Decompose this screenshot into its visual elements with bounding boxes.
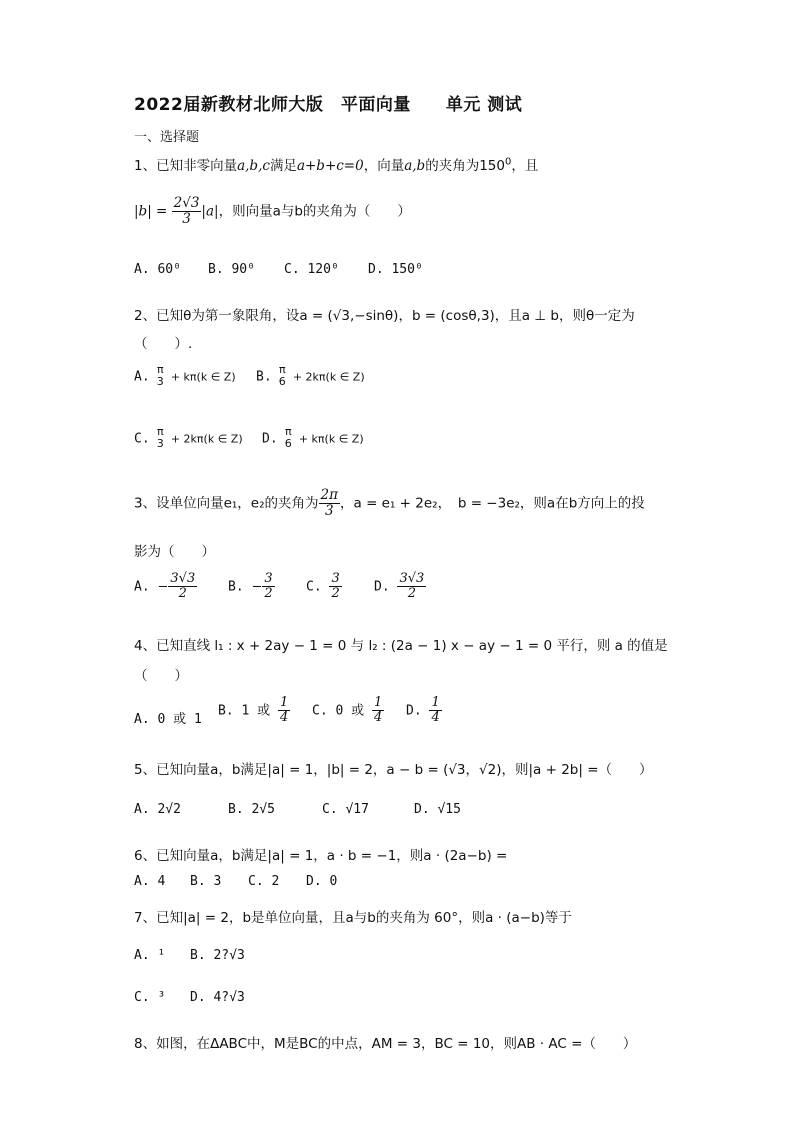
- q3-optD-frac: [397, 572, 426, 602]
- q3-frac-den: 3: [324, 502, 334, 519]
- q1-option-c: C. 120⁰: [284, 262, 339, 277]
- q2-optB-frac: [277, 364, 288, 388]
- q2-optB-den: 6: [278, 375, 286, 389]
- question-3-line-1: [134, 488, 645, 519]
- q7-option-c: C. ³: [134, 990, 166, 1005]
- q4-option-a: A. 0 或 1: [134, 712, 202, 727]
- q4-option-d: [406, 696, 442, 726]
- q2-optC-rest: + 2kπ(k ∈ Z): [170, 432, 243, 446]
- q2-optA-rest: + kπ(k ∈ Z): [170, 370, 236, 384]
- q1-text-d: 的夹角为: [425, 158, 480, 174]
- q1-option-d: D. 150⁰: [368, 262, 423, 277]
- q2-optA-num: π: [156, 363, 164, 376]
- q3-optD-label: D.: [374, 579, 390, 595]
- q4-optD-den: 4: [431, 710, 440, 726]
- q3-optC-num: 3: [331, 571, 340, 586]
- q1-text-e: ，且: [511, 158, 539, 174]
- q7-option-d: D. 4?√3: [190, 990, 245, 1005]
- q7-option-b: B. 2?√3: [190, 948, 245, 963]
- q1-question: ，则向量a与b的夹角为（ ）: [218, 203, 411, 220]
- q1-eq-left: |b| =: [134, 203, 168, 220]
- q3-optC-den: 2: [331, 586, 340, 602]
- q3-optA-sign: −: [157, 579, 169, 595]
- q3-post: ，a = e₁ + 2e₂， b = −3e₂，则a在b方向上的投: [340, 495, 645, 512]
- q1-option-a: A. 60⁰: [134, 262, 181, 277]
- q6-option-c: C. 2: [248, 874, 280, 889]
- q3-optB-den: 2: [264, 586, 273, 602]
- q4-optB-frac: [278, 696, 290, 726]
- q3-optB-num: 3: [264, 571, 273, 586]
- q2-option-c: [134, 426, 243, 450]
- q3-optB-frac: [262, 572, 274, 602]
- question-6-line-1: 6、已知向量a，b满足|a| = 1，a · b = −1，则a · (2a−b) =: [134, 848, 508, 864]
- q3-optA-num: 3√3: [170, 571, 196, 586]
- q4-optD-label: D.: [406, 703, 422, 719]
- q7-option-a: A. ¹: [134, 948, 166, 963]
- question-4-line-1: 4、已知直线 l₁ : x + 2ay − 1 = 0 与 l₂ : (2a − 1) x − ay − 1 = 0 平行，则 a 的值是: [134, 638, 668, 654]
- q5-option-c: C. √17: [322, 802, 369, 817]
- q3-optA-frac: [168, 572, 197, 602]
- q2-option-a: [134, 364, 236, 388]
- q1-frac-den: 3: [182, 210, 191, 227]
- q3-optA-label: A.: [134, 579, 150, 595]
- q2-optC-label: C.: [134, 431, 150, 447]
- q6-option-b: B. 3: [190, 874, 222, 889]
- q1-text-a: 1、已知非零向量: [134, 158, 238, 174]
- q3-optD-num: 3√3: [399, 571, 425, 586]
- q2-optD-label: D.: [262, 431, 278, 447]
- q3-option-a: [134, 572, 197, 602]
- q2-optC-den: 3: [156, 437, 164, 451]
- q3-option-c: [306, 572, 342, 602]
- q1-vectors-2: a,b: [404, 158, 426, 174]
- q2-option-b: [256, 364, 365, 388]
- q1-text-b: 满足: [269, 158, 297, 174]
- q2-option-d: [262, 426, 364, 450]
- q1-eq-right: |a|: [201, 203, 219, 220]
- q2-optB-rest: + 2kπ(k ∈ Z): [292, 370, 365, 384]
- q4-optD-num: 1: [431, 695, 440, 710]
- q2-optA-frac: [155, 364, 166, 388]
- q4-optC-den: 4: [373, 710, 383, 726]
- q2-optC-frac: [155, 426, 166, 450]
- q3-optC-frac: [329, 572, 341, 602]
- q4-optB-num: 1: [279, 695, 289, 710]
- q3-fraction: [319, 488, 340, 519]
- q2-optB-label: B.: [256, 369, 272, 385]
- q2-optD-frac: [283, 426, 294, 450]
- q2-optA-den: 3: [156, 375, 164, 389]
- q4-optD-frac: [429, 696, 441, 726]
- q5-option-b: B. 2√5: [228, 802, 275, 817]
- q4-optC-frac: [372, 696, 384, 726]
- section-heading: 一、选择题: [134, 130, 200, 145]
- q2-optB-num: π: [278, 363, 286, 376]
- q2-optD-num: π: [284, 425, 292, 438]
- q1-vectors: a,b,c: [237, 158, 270, 174]
- q1-option-b: B. 90⁰: [208, 262, 255, 277]
- question-1-line-2: [134, 196, 411, 227]
- q3-option-b: [228, 572, 275, 602]
- q1-fraction: [172, 196, 202, 227]
- question-5-line-1: 5、已知向量a，b满足|a| = 1，|b| = 2，a − b = (√3，√2)，则|a + 2b| =（ ）: [134, 762, 653, 778]
- question-4-line-2: （ ）: [134, 668, 188, 684]
- q6-option-a: A. 4: [134, 874, 166, 889]
- question-7-line-1: 7、已知|a| = 2，b是单位向量，且a与b的夹角为 60°，则a · (a−b)等于: [134, 910, 572, 926]
- q4-option-c: [312, 696, 384, 726]
- q4-optB-label: B. 1 或: [218, 703, 271, 719]
- q3-frac-num: 2π: [320, 487, 338, 503]
- q2-optD-rest: + kπ(k ∈ Z): [298, 432, 364, 446]
- q5-option-a: A. 2√2: [134, 802, 181, 817]
- q1-sum-equation: a+b+c=0: [296, 158, 364, 174]
- q3-optD-den: 2: [407, 586, 417, 602]
- question-2-line-2: （ ）.: [134, 336, 193, 352]
- q1-degree: 0: [504, 156, 512, 168]
- q5-option-d: D. √15: [414, 802, 461, 817]
- q6-option-d: D. 0: [306, 874, 338, 889]
- q4-option-b: [218, 696, 290, 726]
- q3-pre: 3、设单位向量e₁，e₂的夹角为: [134, 495, 319, 512]
- q3-option-d: [374, 572, 426, 602]
- question-1-line-1: [134, 154, 538, 174]
- q2-optC-num: π: [156, 425, 164, 438]
- q3-optB-sign: −: [251, 579, 263, 595]
- q2-optA-label: A.: [134, 369, 150, 385]
- q4-optC-num: 1: [373, 695, 383, 710]
- q4-optB-den: 4: [279, 710, 289, 726]
- q3-optC-label: C.: [306, 579, 322, 595]
- q1-text-c: ，向量: [363, 158, 405, 174]
- q4-optC-label: C. 0 或: [312, 703, 365, 719]
- q3-optB-label: B.: [228, 579, 244, 595]
- question-8-line-1: 8、如图，在ΔABC中，M是BC的中点，AM = 3，BC = 10，则AB · AC =（ ）: [134, 1036, 637, 1052]
- q1-frac-num: 2√3: [173, 195, 200, 211]
- question-3-line-2: 影为（ ）: [134, 544, 215, 560]
- page-title: 2022届新教材北师大版 平面向量 单元 测试: [134, 95, 523, 115]
- q2-optD-den: 6: [284, 437, 292, 451]
- q1-angle: 150: [479, 158, 505, 174]
- question-2-line-1: 2、已知θ为第一象限角，设a = (√3,−sinθ)，b = (cosθ,3)，且a ⊥ b，则θ一定为: [134, 308, 635, 324]
- q3-optA-den: 2: [178, 586, 187, 602]
